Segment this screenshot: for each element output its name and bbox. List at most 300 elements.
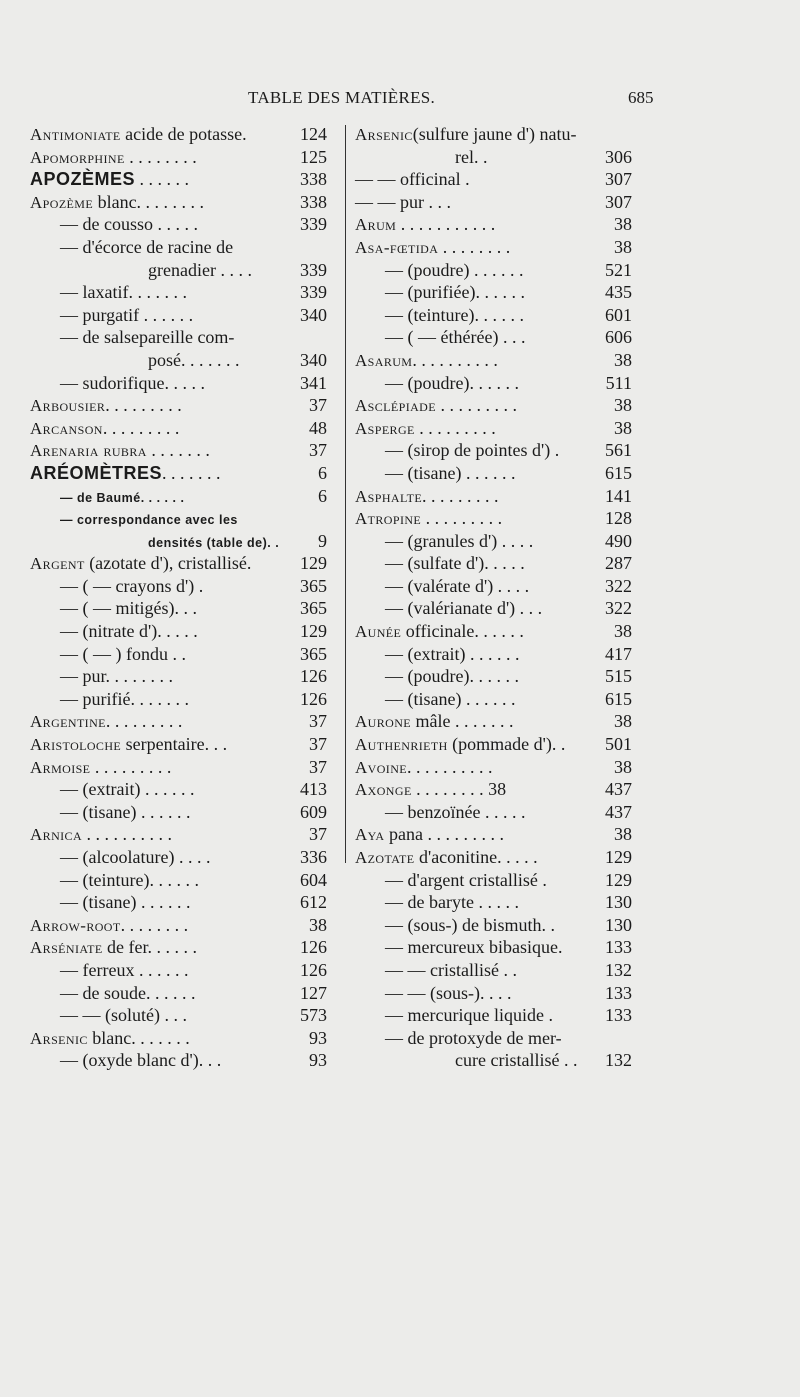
entry-text <box>385 372 519 395</box>
entry-page-number: 339 <box>300 214 327 235</box>
index-entry <box>355 823 632 846</box>
index-entry <box>30 643 327 666</box>
index-entry <box>355 552 632 575</box>
entry-label: posé. . . . . . . <box>148 349 240 370</box>
index-entry <box>30 191 327 214</box>
entry-label: (pommade d'). . <box>447 734 566 755</box>
index-entry <box>355 982 632 1005</box>
entry-page-number: 340 <box>300 304 327 325</box>
entry-headword: Apozème <box>30 192 94 212</box>
index-entry <box>30 439 327 462</box>
entry-label: — ( — crayons d') . <box>60 575 204 596</box>
entry-page-number: 365 <box>300 598 327 619</box>
index-entry <box>30 688 327 711</box>
entry-page-number: 38 <box>614 395 632 416</box>
entry-page-number: 93 <box>309 1050 327 1071</box>
index-entry <box>30 620 327 643</box>
entry-text <box>60 778 194 801</box>
entry-label: . . . . . . . . . . <box>412 349 498 370</box>
entry-headword: Arenaria rubra <box>30 441 147 461</box>
entry-text <box>60 213 198 236</box>
entry-page-number: 9 <box>318 530 327 551</box>
entry-label: . . . . . . . . . <box>414 417 496 438</box>
entry-page-number: 133 <box>605 937 632 958</box>
entry-label: . . . . . . . . . . <box>407 756 493 777</box>
entry-text <box>355 846 538 870</box>
entry-text <box>385 597 542 620</box>
index-entry <box>30 1027 327 1050</box>
entry-text <box>30 168 189 191</box>
entry-label: — (valérate d') . . . . <box>385 575 530 596</box>
entry-page-number: 615 <box>605 688 632 709</box>
entry-label: acide de potasse. <box>120 124 247 144</box>
index-entry <box>355 756 632 779</box>
entry-text <box>60 597 197 620</box>
entry-headword: Arséniate <box>30 938 103 958</box>
entry-label: — (poudre). . . . . . <box>385 372 519 393</box>
entry-headword: Arsenic <box>355 125 413 144</box>
index-entry <box>355 462 632 485</box>
entry-label: — — officinal . <box>355 169 470 190</box>
index-entry <box>30 123 327 146</box>
entry-page-number: 413 <box>300 779 327 800</box>
index-entry <box>355 394 632 417</box>
entry-label: — mercureux bibasique. <box>385 937 563 958</box>
entry-text <box>355 349 498 373</box>
entry-text <box>30 936 197 960</box>
index-entry <box>30 823 327 846</box>
header-title: TABLE DES MATIÈRES. <box>248 88 436 107</box>
index-entry <box>30 733 327 756</box>
entry-label: — purifié. . . . . . . <box>60 688 189 709</box>
entry-text <box>385 259 523 282</box>
entry-label: . . . . . . . . . <box>435 395 517 416</box>
entry-text <box>385 281 525 304</box>
index-entry <box>30 552 327 575</box>
entry-text <box>60 891 190 914</box>
index-entry <box>355 846 632 869</box>
entry-text <box>385 869 547 892</box>
entry-label: — d'argent cristallisé . <box>385 869 547 890</box>
entry-text <box>385 326 525 349</box>
entry-label: — de protoxyde de mer- <box>385 1027 562 1048</box>
entry-page-number: 127 <box>300 982 327 1003</box>
entry-page-number: 129 <box>300 553 327 574</box>
index-entry <box>355 349 632 372</box>
index-entry <box>355 1049 632 1072</box>
entry-page-number: 338 <box>300 169 327 190</box>
entry-page-number: 37 <box>309 756 327 777</box>
entry-page-number: 340 <box>300 349 327 370</box>
entry-label: — — (soluté) . . . <box>60 1005 187 1026</box>
entry-headword: Asphalte <box>355 486 423 506</box>
index-entry <box>30 259 327 282</box>
entry-headword: Argentine <box>30 712 106 732</box>
entry-label: — — (sous-). . . . <box>385 982 512 1003</box>
index-entry <box>355 417 632 440</box>
entry-page-number: 38 <box>614 349 632 370</box>
entry-text <box>455 1049 577 1072</box>
index-entry <box>30 349 327 372</box>
entry-page-number: 336 <box>300 847 327 867</box>
entry-text <box>60 1004 187 1027</box>
index-entry <box>355 259 632 282</box>
entry-page-number: 126 <box>300 688 327 709</box>
index-entry <box>30 597 327 620</box>
entry-label: — (poudre) . . . . . . <box>385 259 524 280</box>
entry-label: . . . . . . . . . . . <box>396 214 496 235</box>
entry-label: . . . . . . . <box>162 462 221 483</box>
entry-label: — — cristallisé . . <box>385 959 517 980</box>
entry-page-number: 48 <box>309 417 327 438</box>
index-entry <box>355 326 632 349</box>
entry-page-number: 339 <box>300 259 327 280</box>
entry-page-number: 437 <box>605 801 632 822</box>
index-entry <box>30 959 327 982</box>
entry-text <box>30 146 197 170</box>
entry-text <box>355 417 496 441</box>
entry-page-number: 133 <box>605 982 632 1003</box>
entry-label: . . . . . . . . . <box>105 395 182 416</box>
entry-headword: Argent <box>30 554 85 574</box>
entry-text <box>385 552 525 575</box>
entry-page-number: 126 <box>300 937 327 958</box>
entry-label: — laxatif. . . . . . . <box>60 282 187 303</box>
entry-text <box>30 1027 190 1051</box>
entry-page-number: 341 <box>300 372 327 393</box>
entry-label: . . . . . . . . . <box>102 417 180 438</box>
entry-page-number: 125 <box>300 146 327 167</box>
entry-page-number: 141 <box>605 485 632 506</box>
entry-label: — — pur . . . <box>355 191 451 212</box>
index-entry <box>30 281 327 304</box>
entry-page-number: 132 <box>605 1050 632 1071</box>
entry-headword: Authenrieth <box>355 735 448 755</box>
entry-text <box>60 326 234 349</box>
index-entry <box>30 869 327 892</box>
entry-text <box>355 123 576 147</box>
entry-page-number: 338 <box>300 191 327 212</box>
entry-label: — de salsepareille com- <box>60 327 235 348</box>
entry-text <box>30 733 227 757</box>
entry-text <box>60 801 190 824</box>
entry-text <box>30 394 182 418</box>
index-entry <box>355 168 632 191</box>
entry-label: — pur. . . . . . . . <box>60 666 174 687</box>
index-entry <box>355 936 632 959</box>
index-entry <box>30 936 327 959</box>
entry-label: blanc. . . . . . . <box>87 1027 190 1048</box>
entry-label: — (tisane) . . . . . . <box>385 462 516 483</box>
entry-text <box>60 281 187 304</box>
entry-text <box>30 756 171 780</box>
index-entry <box>355 507 632 530</box>
entry-label: . . . . . . . . 38 <box>411 779 507 800</box>
entry-label: — (valérianate d') . . . <box>385 598 543 619</box>
entry-page-number: 501 <box>605 734 632 755</box>
entry-text <box>355 733 565 757</box>
entry-text <box>60 304 193 327</box>
entry-label: — (extrait) . . . . . . <box>385 643 520 664</box>
entry-page-number: 561 <box>605 440 632 461</box>
entry-page-number: 490 <box>605 530 632 551</box>
entry-label: — (purifiée). . . . . . <box>385 282 525 303</box>
entry-headword: Asclépiade <box>355 396 436 416</box>
entry-text <box>385 891 519 914</box>
entry-text <box>30 123 247 147</box>
entry-page-number: 306 <box>605 146 632 167</box>
index-entry <box>355 733 632 756</box>
index-entry <box>355 801 632 824</box>
entry-label: — de baryte . . . . . <box>385 892 519 913</box>
entry-headword: Arum <box>355 215 397 235</box>
entry-page-number: 38 <box>614 824 632 845</box>
entry-page-number: 417 <box>605 643 632 664</box>
index-entry <box>355 281 632 304</box>
entry-text <box>355 507 502 531</box>
entry-page-number: 287 <box>605 553 632 574</box>
index-entry <box>355 236 632 259</box>
index-entry <box>355 1004 632 1027</box>
entry-headword: Axonge <box>355 780 412 800</box>
index-entry <box>30 507 327 530</box>
index-entry <box>30 665 327 688</box>
entry-label: — (extrait) . . . . . . <box>60 779 195 800</box>
entry-label: — (sous-) de bismuth. . <box>385 914 555 935</box>
entry-text <box>455 146 487 169</box>
entry-text <box>385 688 515 711</box>
entry-label: — (tisane) . . . . . . <box>385 688 516 709</box>
entry-text <box>60 869 199 892</box>
index-entry <box>30 462 327 485</box>
index-entry <box>355 620 632 643</box>
index-entry <box>355 575 632 598</box>
entry-headword: Arcanson <box>30 418 103 438</box>
entry-text <box>60 575 203 598</box>
index-entry <box>30 236 327 259</box>
index-entry <box>355 643 632 666</box>
entry-page-number: 365 <box>300 575 327 596</box>
entry-text <box>385 530 533 553</box>
entry-text <box>355 236 510 260</box>
entry-headword: Aristoloche <box>30 735 122 755</box>
entry-headword: APOZÈMES <box>30 169 136 190</box>
index-entry <box>30 982 327 1005</box>
running-header <box>0 88 800 112</box>
entry-page-number: 615 <box>605 462 632 483</box>
index-entry <box>355 213 632 236</box>
index-entry <box>355 891 632 914</box>
entry-page-number: 365 <box>300 643 327 664</box>
index-entry <box>30 575 327 598</box>
entry-label: — (nitrate d'). . . . . <box>60 621 198 642</box>
entry-label: — de cousso . . . . . <box>60 214 198 235</box>
entry-text <box>385 1004 553 1027</box>
index-entry <box>30 891 327 914</box>
entry-page-number: 38 <box>614 711 632 732</box>
entry-headword: Arbousier <box>30 396 106 416</box>
entry-text <box>30 191 204 215</box>
entry-text <box>385 304 524 327</box>
entry-text <box>60 236 233 259</box>
entry-page-number: 38 <box>614 214 632 235</box>
entry-text <box>60 959 188 982</box>
entry-text <box>30 710 182 734</box>
entry-page-number: 37 <box>309 824 327 845</box>
entry-page-number: 511 <box>605 372 632 393</box>
entry-page-number: 515 <box>605 666 632 687</box>
entry-label: — sudorifique. . . . . <box>60 372 205 393</box>
entry-text <box>385 462 515 485</box>
index-entry <box>30 485 327 508</box>
entry-page-number: 307 <box>605 169 632 190</box>
index-entry <box>30 394 327 417</box>
entry-page-number: 37 <box>309 734 327 755</box>
entry-label: — (granules d') . . . . <box>385 530 534 551</box>
entry-text <box>60 982 195 1005</box>
entry-text <box>30 417 179 441</box>
index-entry <box>30 710 327 733</box>
entry-label: . . . . . . . . . <box>422 485 499 506</box>
entry-text <box>60 665 173 688</box>
entry-headword: Asperge <box>355 418 415 438</box>
entry-label: serpentaire. . . <box>121 734 228 755</box>
entry-page-number: 129 <box>300 621 327 642</box>
entry-headword: Apomorphine <box>30 147 125 167</box>
entry-headword: Aya <box>355 825 385 845</box>
index-entry <box>355 778 632 801</box>
entry-text <box>385 1027 562 1050</box>
entry-text <box>60 1049 221 1072</box>
entry-text <box>355 191 451 214</box>
entry-label: — (sulfate d'). . . . . <box>385 553 525 574</box>
entry-label: — correspondance avec les <box>60 513 238 528</box>
entry-page-number: 129 <box>605 869 632 890</box>
entry-headword: Atropine <box>355 509 422 529</box>
entry-text <box>30 462 221 485</box>
index-entry <box>30 846 327 869</box>
index-entry <box>30 326 327 349</box>
entry-page-number: 38 <box>614 756 632 777</box>
entry-label: — ( — ) fondu . . <box>60 643 186 664</box>
entry-text <box>60 846 210 869</box>
entry-page-number: 130 <box>605 914 632 935</box>
index-entry <box>355 869 632 892</box>
index-entry <box>355 530 632 553</box>
index-entry <box>355 439 632 462</box>
entry-text <box>355 620 524 644</box>
entry-label: . . . . . . . . . <box>90 756 172 777</box>
entry-label: — ferreux . . . . . . <box>60 959 189 980</box>
entry-page-number: 126 <box>300 666 327 687</box>
entry-page-number: 37 <box>309 395 327 416</box>
index-entry <box>30 1049 327 1072</box>
entry-text <box>355 710 514 734</box>
index-entry <box>355 688 632 711</box>
entry-page-number: 93 <box>309 1027 327 1048</box>
entry-label: . . . . . . . <box>146 440 210 461</box>
entry-label: — (sirop de pointes d') . <box>385 440 560 461</box>
entry-label: — (tisane) . . . . . . <box>60 892 191 913</box>
entry-headword: Aunée <box>355 622 402 642</box>
entry-text <box>385 982 512 1005</box>
entry-headword: Armoise <box>30 757 91 777</box>
entry-label: . . . . . . . . . . <box>82 824 173 845</box>
entry-label: — d'écorce de racine de <box>60 236 234 257</box>
index-entry <box>30 801 327 824</box>
entry-text <box>355 168 470 191</box>
entry-label: — (alcoolature) . . . . <box>60 847 211 867</box>
entry-text <box>30 552 251 576</box>
entry-text <box>60 688 189 711</box>
entry-label: de fer. . . . . . <box>102 937 198 958</box>
index-entry <box>355 304 632 327</box>
entry-label: — de Baumé. . . . . . <box>60 490 185 505</box>
entry-text <box>355 394 517 418</box>
entry-label: — (teinture). . . . . . <box>385 304 524 325</box>
entry-headword: Arrow-root <box>30 915 121 935</box>
entry-page-number: 437 <box>605 779 632 800</box>
entry-label: grenadier . . . . <box>148 259 252 280</box>
index-entry <box>355 123 632 146</box>
entry-label: . . . . . . . . . <box>421 508 503 529</box>
entry-page-number: 129 <box>605 847 632 867</box>
entry-page-number: 130 <box>605 892 632 913</box>
entry-page-number: 322 <box>605 598 632 619</box>
entry-label: — (teinture). . . . . . <box>60 869 199 890</box>
entry-text <box>30 439 210 463</box>
index-entry <box>355 146 632 169</box>
index-entry <box>30 914 327 937</box>
entry-headword: Aurone <box>355 712 412 732</box>
entry-headword: Avoine <box>355 757 408 777</box>
entry-text <box>30 823 172 847</box>
entry-page-number: 521 <box>605 259 632 280</box>
index-entry <box>30 304 327 327</box>
entry-text <box>385 801 525 824</box>
entry-label: pana . . . . . . . . . <box>384 824 504 845</box>
entry-headword: Arnica <box>30 825 83 845</box>
entry-page-number: 38 <box>614 236 632 257</box>
entry-page-number: 126 <box>300 959 327 980</box>
index-entry <box>355 665 632 688</box>
entry-label: densités (table de). . <box>148 535 280 550</box>
entry-label: — benzoïnée . . . . . <box>385 801 526 822</box>
entry-label: . . . . . . . . . <box>105 711 183 732</box>
entry-label: . . . . . . . . <box>124 146 197 167</box>
entry-text <box>385 643 519 666</box>
page-number: 685 <box>628 88 654 107</box>
entry-text <box>148 349 240 372</box>
index-entry <box>30 168 327 191</box>
entry-label: blanc. . . . . . . . <box>93 191 205 212</box>
entry-headword: ARÉOMÈTRES <box>30 462 163 483</box>
index-entry <box>30 756 327 779</box>
entry-page-number: 573 <box>300 1005 327 1026</box>
entry-text <box>385 936 562 959</box>
entry-label: (sulfure jaune d') natu- <box>412 124 577 144</box>
entry-label: . . . . . . <box>135 169 190 190</box>
entry-label: . . . . . . . . <box>438 236 511 257</box>
entry-page-number: 124 <box>300 124 327 144</box>
entry-headword: Asarum <box>355 350 413 370</box>
entry-text <box>60 372 205 395</box>
index-entry <box>355 1027 632 1050</box>
entry-label: d'aconitine. . . . . <box>414 847 538 867</box>
entry-label: cure cristallisé . . <box>455 1050 578 1071</box>
entry-text <box>60 485 184 510</box>
entry-page-number: 601 <box>605 304 632 325</box>
